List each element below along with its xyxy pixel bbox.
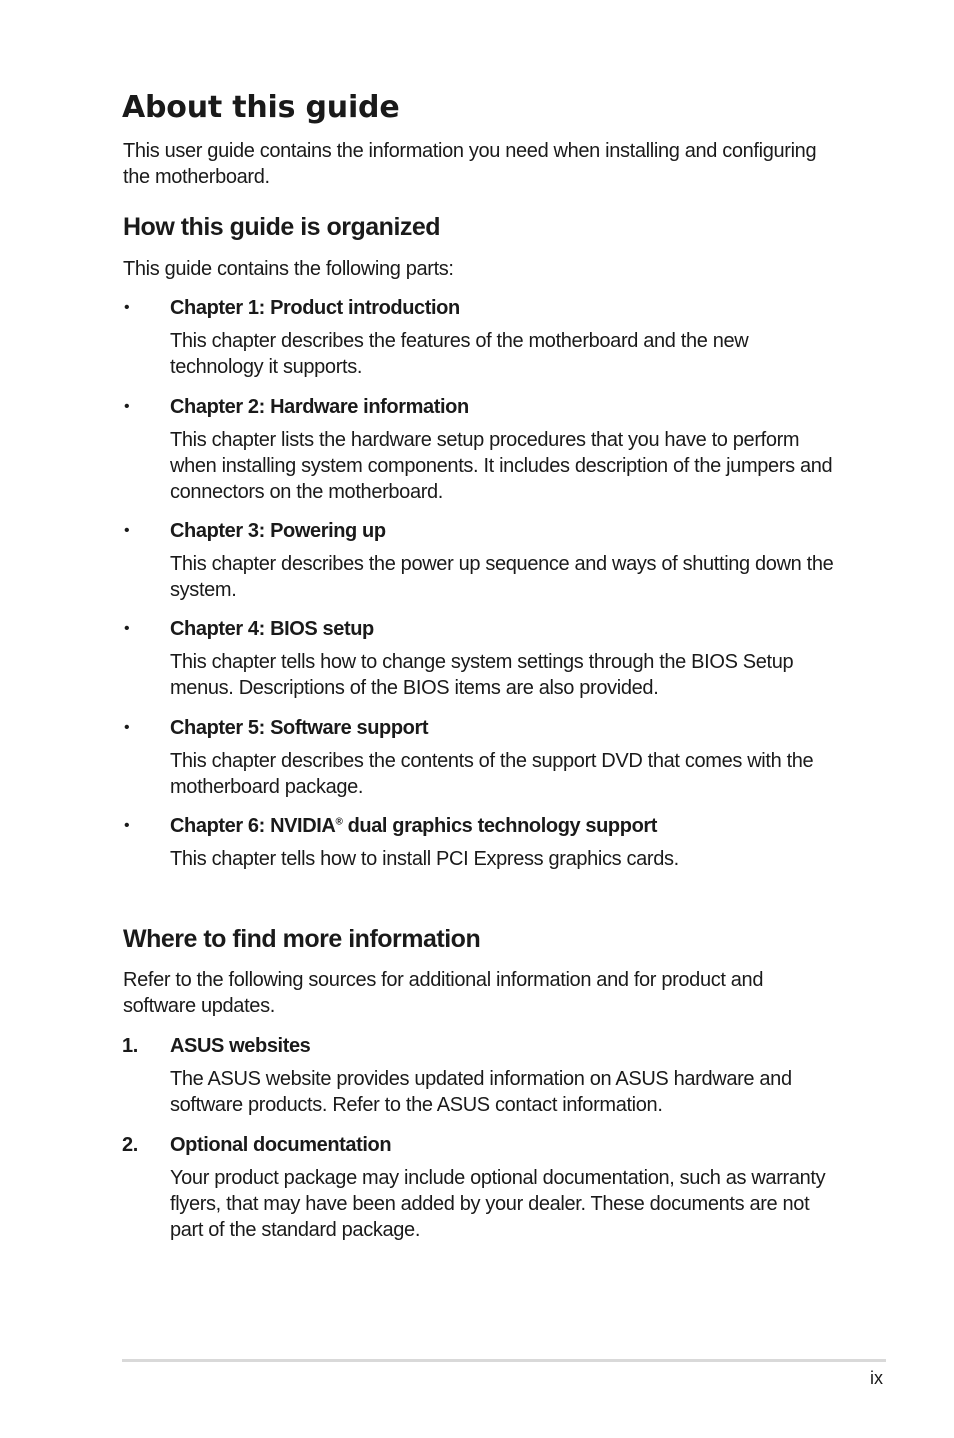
chapter-1-title: Chapter 1: Product introduction (170, 297, 460, 319)
bullet: • (124, 522, 130, 539)
page-title: About this guide (122, 90, 400, 125)
organized-lead: This guide contains the following parts: (123, 258, 454, 280)
more-info-lead: Refer to the following sources for additional information and for product and software updates. (123, 969, 764, 1017)
chapter-2-title: Chapter 2: Hardware information (170, 396, 469, 418)
chapter-6-title-rest: dual graphics technology support (342, 815, 658, 837)
bullet: • (124, 398, 130, 415)
chapter-4-description: This chapter tells how to change system settings through the BIOS Setup menus. Descriptions of the BIOS items are also provided. (170, 651, 794, 699)
chapter-1-description: This chapter describes the features of the motherboard and the new technology it supports. (170, 330, 749, 378)
section-heading-organized: How this guide is organized (123, 213, 441, 241)
optional-documentation-title: Optional documentation (170, 1134, 392, 1156)
chapter-2-description: This chapter lists the hardware setup procedures that you have to perform when installing system components. It includes description of the jumpers and connectors on the motherboard. (170, 429, 833, 503)
list-number: 1. (122, 1035, 138, 1057)
bullet: • (124, 719, 130, 736)
chapter-6-title (170, 813, 657, 839)
chapter-3-description: This chapter describes the power up sequence and ways of shutting down the system. (170, 553, 834, 601)
chapter-3-title: Chapter 3: Powering up (170, 520, 386, 542)
optional-documentation-description: Your product package may include optional documentation, such as warranty flyers, that may have been added by your dealer. These documents are not part of the standard package. (170, 1167, 826, 1241)
chapter-6-description: This chapter tells how to install PCI Express graphics cards. (170, 848, 679, 870)
chapter-5-description: This chapter describes the contents of the support DVD that comes with the motherboard package. (170, 750, 814, 798)
page-number: ix (870, 1368, 883, 1388)
intro-paragraph: This user guide contains the information you need when installing and configuring the motherboard. (123, 140, 817, 188)
asus-websites-description: The ASUS website provides updated information on ASUS hardware and software products. Refer to the ASUS contact information. (170, 1068, 792, 1116)
section-heading-more-info: Where to find more information (123, 925, 481, 953)
bullet: • (124, 817, 130, 834)
asus-websites-title: ASUS websites (170, 1035, 311, 1057)
chapter-6-title-main: Chapter 6: NVIDIA (170, 815, 336, 837)
chapter-5-title: Chapter 5: Software support (170, 717, 429, 739)
bullet: • (124, 620, 130, 637)
registered-mark: ® (335, 816, 343, 828)
chapter-4-title: Chapter 4: BIOS setup (170, 618, 374, 640)
list-number: 2. (122, 1134, 138, 1156)
bullet: • (124, 299, 130, 316)
footer-divider (122, 1359, 886, 1362)
